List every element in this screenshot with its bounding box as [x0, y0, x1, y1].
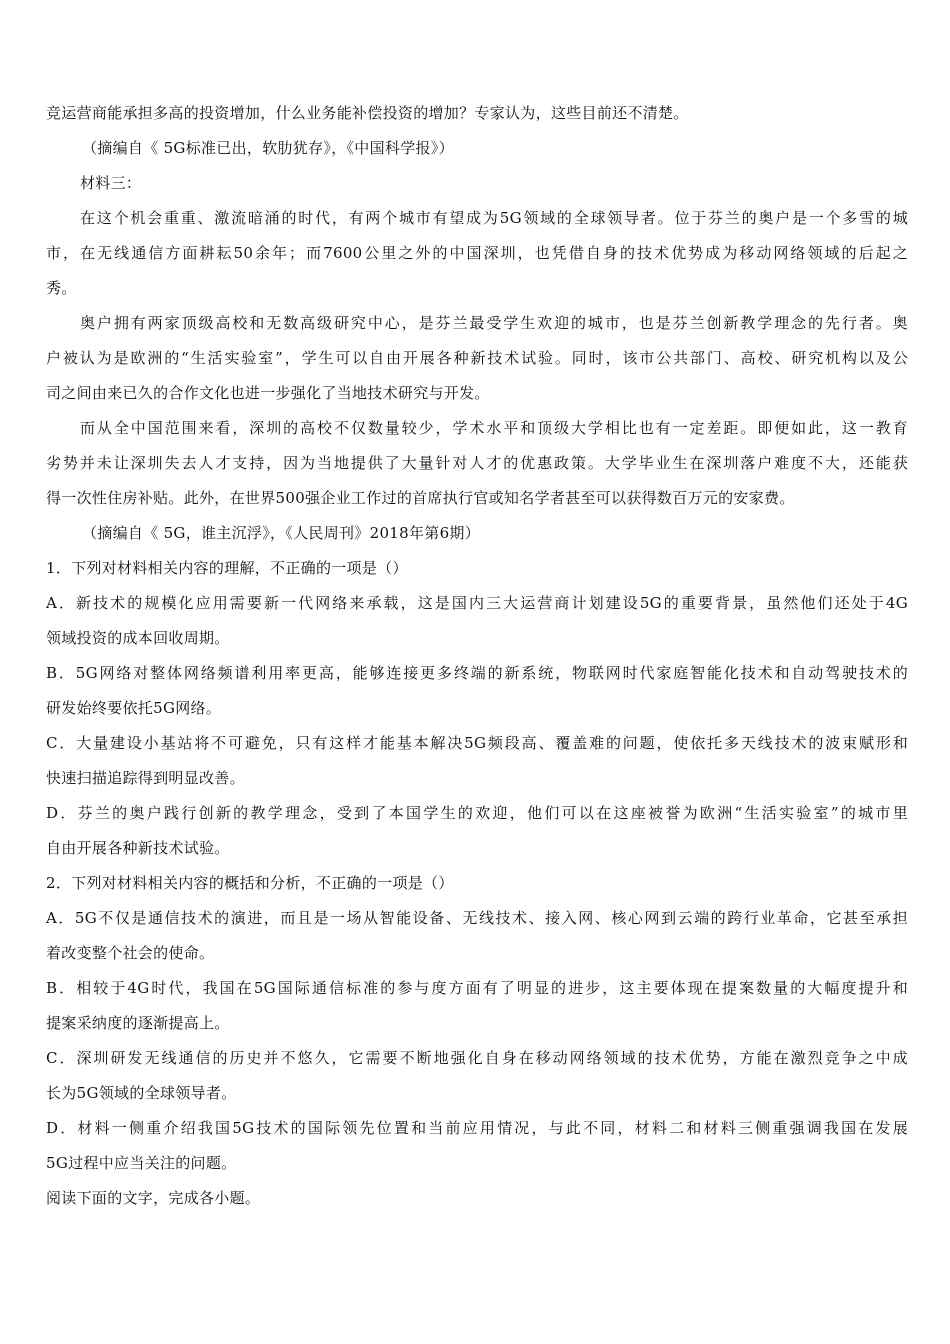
reading-instruction: 阅读下面的文字，完成各小题。 — [46, 1189, 261, 1207]
paragraph-line: 奥户拥有两家顶级高校和无数高级研究中心，是芬兰最受学生欢迎的城市，也是芬兰创新教学理念的先行者。奥 — [80, 314, 908, 332]
option-b-cont: 提案采纳度的逐渐提高上。 — [46, 1014, 230, 1032]
paragraph-line: 秀。 — [46, 279, 77, 297]
text-line: 竞运营商能承担多高的投资增加，什么业务能补偿投资的增加？专家认为，这些目前还不清楚。 — [46, 104, 689, 122]
question-2: 2．下列对材料相关内容的概括和分析，不正确的一项是（） — [46, 874, 454, 892]
section-heading: 材料三： — [80, 174, 142, 192]
option-b-cont: 研发始终要依托5G网络。 — [46, 699, 222, 717]
option-a-cont: 领域投资的成本回收周期。 — [46, 629, 230, 647]
option-d: D．材料一侧重介绍我国5G技术的国际领先位置和当前应用情况，与此不同，材料二和材料三侧重强调我国在发展 — [46, 1119, 908, 1137]
option-d-cont: 自由开展各种新技术试验。 — [46, 839, 230, 857]
paragraph-line: 司之间由来已久的合作文化也进一步强化了当地技术研究与开发。 — [46, 384, 490, 402]
paragraph-line: 得一次性住房补贴。此外，在世界500强企业工作过的首席执行官或知名学者甚至可以获得数百万元的安家费。 — [46, 489, 795, 507]
paragraph-line: 市，在无线通信方面耕耘50余年；而7600公里之外的中国深圳，也凭借自身的技术优势成为移动网络领域的后起之 — [46, 244, 908, 262]
paragraph-line: 劣势并未让深圳失去人才支持，因为当地提供了大量针对人才的优惠政策。大学毕业生在深圳落户难度不大，还能获 — [46, 454, 908, 472]
option-c: C．大量建设小基站将不可避免，只有这样才能基本解决5G频段高、覆盖难的问题，使依托多天线技术的波束赋形和 — [46, 734, 908, 752]
source-citation: （摘编自《 5G，谁主沉浮》，《人民周刊》2018年第6期） — [82, 524, 481, 542]
document-page — [46, 96, 908, 1216]
option-d: D．芬兰的奥户践行创新的教学理念，受到了本国学生的欢迎，他们可以在这座被誉为欧洲“生活实验室”的城市里 — [46, 804, 908, 822]
option-c-cont: 长为5G领域的全球领导者。 — [46, 1084, 237, 1102]
paragraph-line: 户被认为是欧洲的“生活实验室”，学生可以自由开展各种新技术试验。同时，该市公共部门、高校、研究机构以及公 — [46, 349, 908, 367]
option-d-cont: 5G过程中应当关注的问题。 — [46, 1154, 237, 1172]
option-a: A．5G不仅是通信技术的演进，而且是一场从智能设备、无线技术、接入网、核心网到云端的跨行业革命，它甚至承担 — [46, 909, 908, 927]
question-1: 1．下列对材料相关内容的理解，不正确的一项是（） — [46, 559, 408, 577]
option-a-cont: 着改变整个社会的使命。 — [46, 944, 215, 962]
option-b: B．相较于4G时代，我国在5G国际通信标准的参与度方面有了明显的进步，这主要体现在提案数量的大幅度提升和 — [46, 979, 908, 997]
option-c: C．深圳研发无线通信的历史并不悠久，它需要不断地强化自身在移动网络领域的技术优势，方能在激烈竞争之中成 — [46, 1049, 908, 1067]
paragraph-line: 而从全中国范围来看，深圳的高校不仅数量较少，学术水平和顶级大学相比也有一定差距。即便如此，这一教育 — [80, 419, 908, 437]
option-c-cont: 快速扫描追踪得到明显改善。 — [46, 769, 245, 787]
option-a: A．新技术的规模化应用需要新一代网络来承载，这是国内三大运营商计划建设5G的重要背景，虽然他们还处于4G — [46, 594, 908, 612]
option-b: B．5G网络对整体网络频谱利用率更高，能够连接更多终端的新系统，物联网时代家庭智能化技术和自动驾驶技术的 — [46, 664, 908, 682]
paragraph-line: 在这个机会重重、激流暗涌的时代，有两个城市有望成为5G领域的全球领导者。位于芬兰的奥户是一个多雪的城 — [80, 209, 908, 227]
source-citation: （摘编自《 5G标准已出，软肋犹存》，《中国科学报》） — [82, 139, 454, 157]
